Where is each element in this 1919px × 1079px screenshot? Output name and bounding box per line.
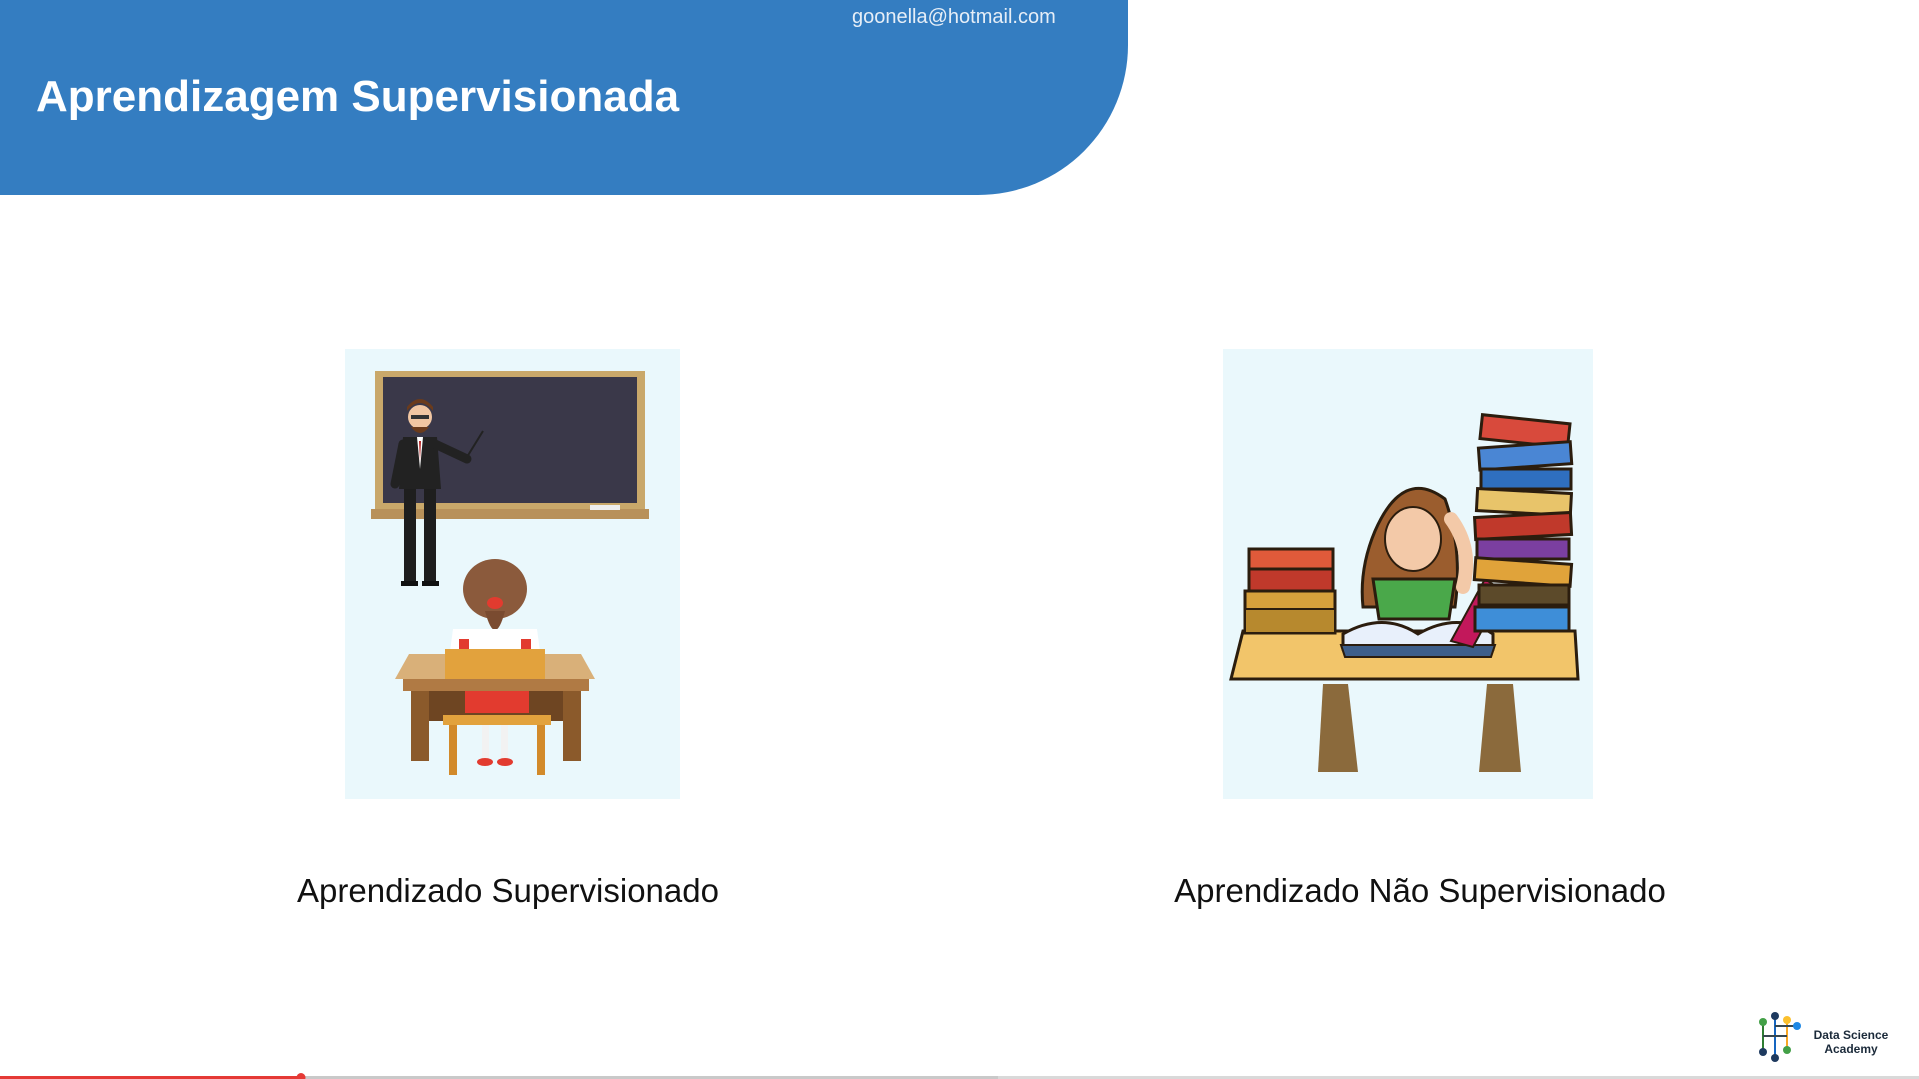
unsupervised-caption: Aprendizado Não Supervisionado	[1174, 872, 1666, 909]
supervised-learning-image	[345, 349, 680, 799]
logo-line-2: Academy	[1824, 1042, 1878, 1056]
slide-title: Aprendizagem Supervisionada	[36, 72, 680, 121]
student-studying-books-illustration	[1223, 349, 1593, 799]
data-science-academy-logo	[1753, 1010, 1893, 1065]
title-banner	[0, 0, 1128, 195]
logo-text	[1811, 1028, 1891, 1056]
supervised-caption: Aprendizado Supervisionado	[297, 872, 719, 909]
circuit-icon	[1753, 1010, 1809, 1065]
unsupervised-learning-image	[1223, 349, 1593, 799]
progress-scrubber-handle[interactable]	[297, 1073, 306, 1079]
user-watermark: goonella@hotmail.com	[852, 6, 1056, 28]
teacher-classroom-illustration	[345, 349, 680, 799]
logo-line-1: Data Science	[1813, 1028, 1889, 1042]
